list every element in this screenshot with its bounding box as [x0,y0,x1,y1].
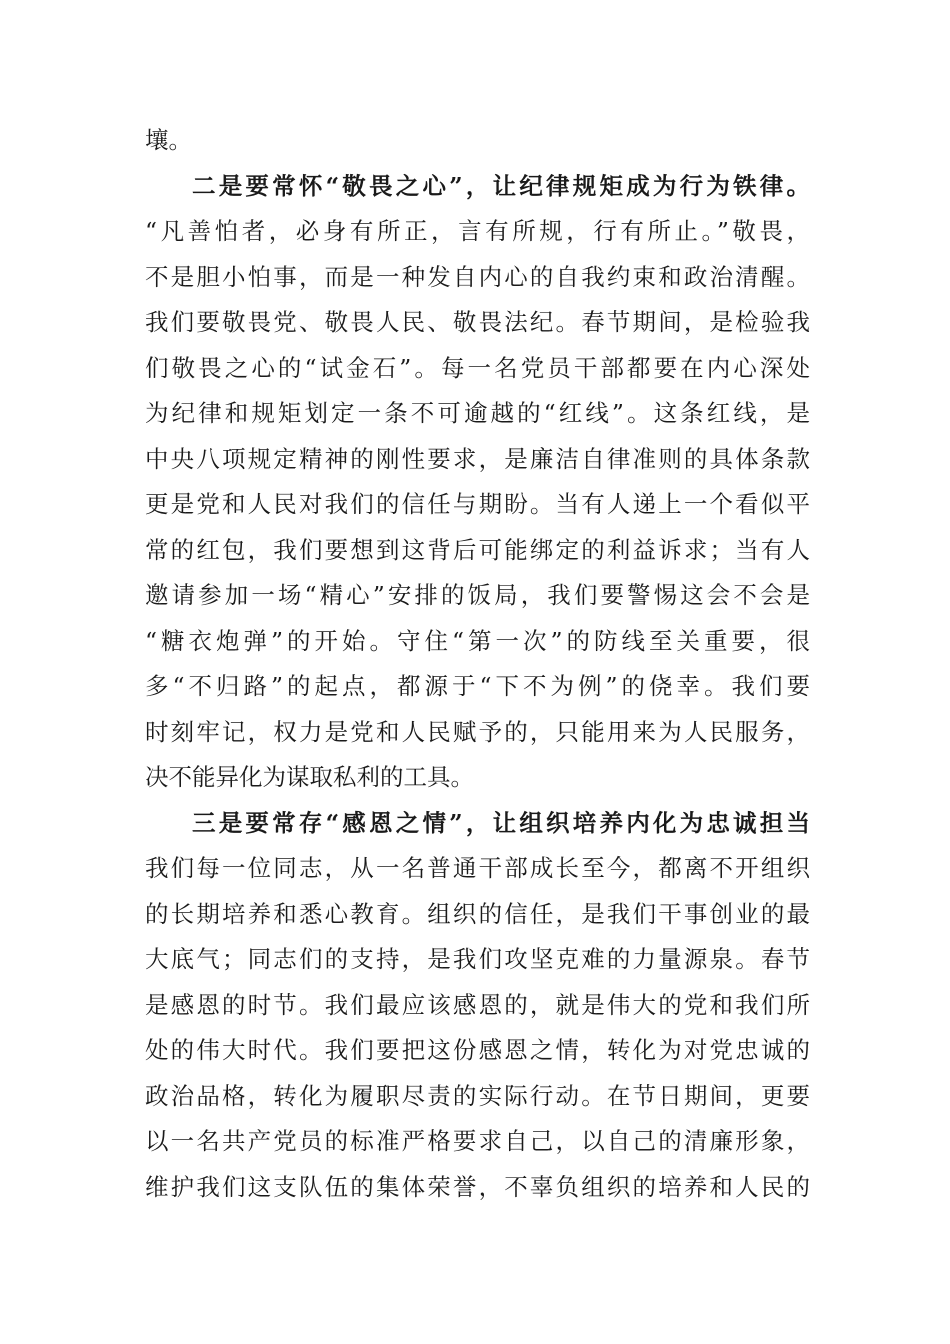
paragraph-end-line: 壤。 [145,126,192,154]
text-line: 多“不归路”的起点，都源于“下不为例”的侥幸。我们要 [145,672,810,700]
text-line: 更是党和人民对我们的信任与期盼。当有人递上一个看似平 [145,490,810,518]
text-line: 大底气；同志们的支持，是我们攻坚克难的力量源泉。春节 [145,945,810,973]
text-line: 邀请参加一场“精心”安排的饭局，我们要警惕这会不会是 [145,581,810,609]
body-text [145,118,810,1210]
section-heading-2: 二是要常怀“敬畏之心”，让纪律规矩成为行为铁律。 [192,171,810,200]
text-line: 们敬畏之心的“试金石”。每一名党员干部都要在内心深处 [145,353,810,382]
text-line: 我们每一位同志，从一名普通干部成长至今，都离不开组织 [145,854,810,882]
text-line: 时刻牢记，权力是党和人民赋予的，只能用来为人民服务， [145,717,810,746]
text-line: 我们要敬畏党、敬畏人民、敬畏法纪。春节期间，是检验我 [145,308,810,336]
section-heading-3: 三是要常存“感恩之情”，让组织培养内化为忠诚担当 [192,808,810,837]
text-line: 处的伟大时代。我们要把这份感恩之情，转化为对党忠诚的 [145,1036,810,1064]
text-line: 为纪律和规矩划定一条不可逾越的“红线”。这条红线，是 [145,399,810,427]
text-line: 政治品格，转化为履职尽责的实际行动。在节日期间，更要 [145,1081,810,1110]
text-line: 的长期培养和悉心教育。组织的信任，是我们干事创业的最 [145,899,810,928]
text-line: “凡善怕者，必身有所正，言有所规，行有所止。”敬畏， [145,217,810,245]
text-line: 是感恩的时节。我们最应该感恩的，就是伟大的党和我们所 [145,990,810,1019]
text-line: 中央八项规定精神的刚性要求，是廉洁自律准则的具体条款 [145,444,810,473]
text-line: 常的红包，我们要想到这背后可能绑定的利益诉求；当有人 [145,535,810,564]
text-line: 维护我们这支队伍的集体荣誉，不辜负组织的培养和人民的 [145,1172,810,1201]
paragraph-end-line: 决不能异化为谋取私利的工具。 [145,763,474,791]
text-line: 不是胆小怕事，而是一种发自内心的自我约束和政治清醒。 [145,262,810,291]
text-line: 以一名共产党员的标准严格要求自己，以自己的清廉形象， [145,1127,810,1155]
text-line: “糖衣炮弹”的开始。守住“第一次”的防线至关重要，很 [145,626,810,655]
